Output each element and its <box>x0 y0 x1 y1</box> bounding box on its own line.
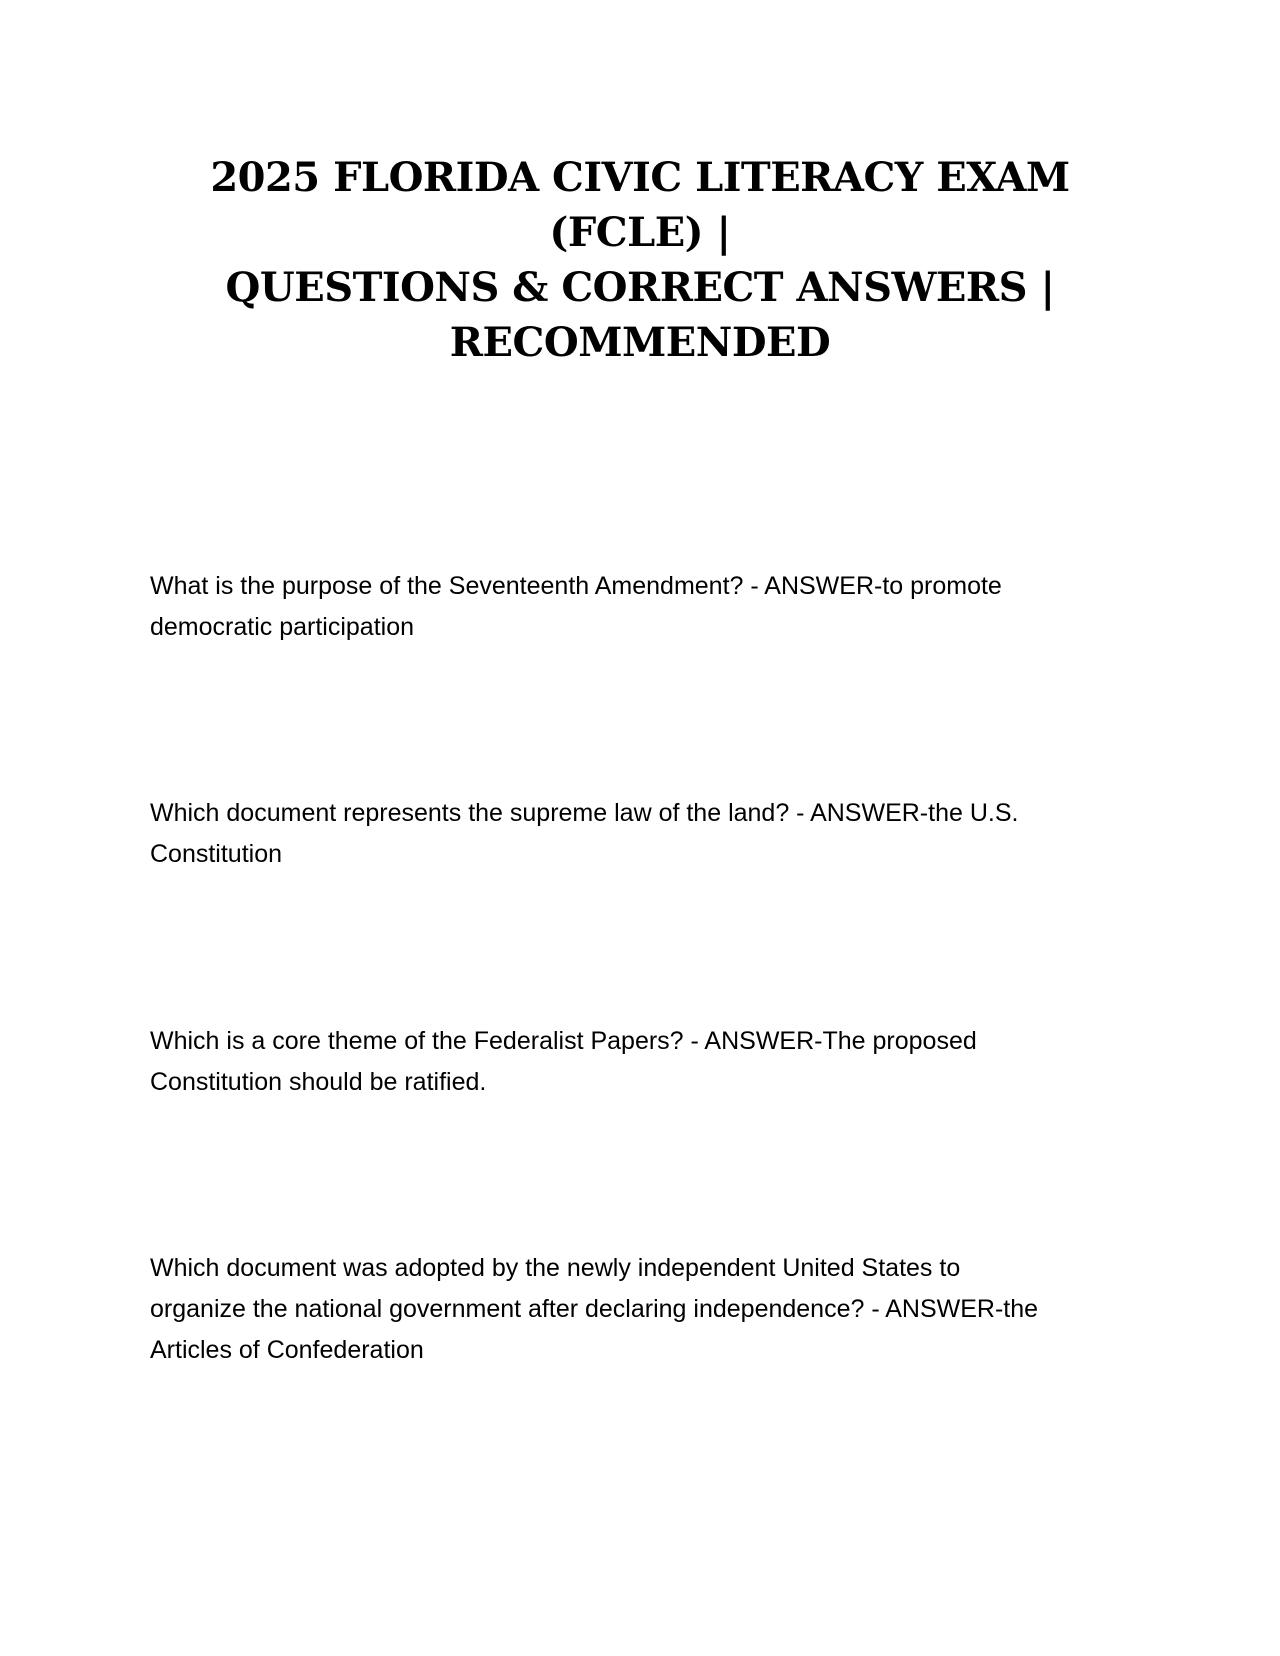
qa-line: Which document was adopted by the newly independent United States to <box>150 1254 961 1282</box>
qa-line: Articles of Confederation <box>150 1336 424 1364</box>
document-title <box>140 150 1140 370</box>
qa-line: Which document represents the supreme law of the land? - ANSWER-the U.S. <box>150 799 1019 827</box>
title-line: RECOMMENDED <box>449 319 831 366</box>
question-answer-item <box>150 1248 1130 1371</box>
question-answer-item <box>150 1021 1130 1103</box>
qa-line: What is the purpose of the Seventeenth Amendment? - ANSWER-to promote <box>150 572 1002 600</box>
qa-line: organize the national government after declaring independence? - ANSWER-the <box>150 1295 1039 1323</box>
title-line: QUESTIONS & CORRECT ANSWERS | <box>225 264 1055 311</box>
qa-line: Constitution should be ratified. <box>150 1068 487 1096</box>
qa-line: Constitution <box>150 840 283 868</box>
qa-line: democratic participation <box>150 613 415 641</box>
title-line: 2025 FLORIDA CIVIC LITERACY EXAM (FCLE) | <box>210 154 1070 256</box>
question-answer-item <box>150 793 1130 875</box>
qa-line: Which is a core theme of the Federalist Papers? - ANSWER-The proposed <box>150 1027 977 1055</box>
question-answer-item <box>150 566 1130 648</box>
